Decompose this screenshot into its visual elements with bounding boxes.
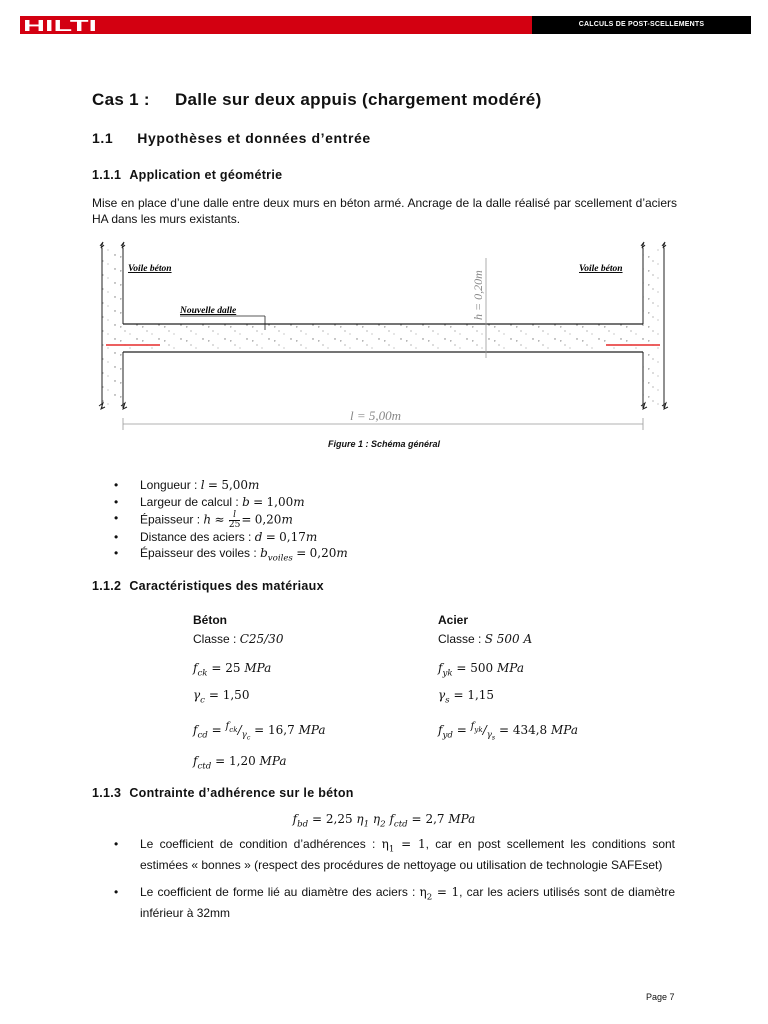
length-dimension	[123, 408, 643, 430]
eta1-expression: $\eta_1$ =	[381, 837, 418, 855]
list-item: • Épaisseur des voiles : $b_{voiles} = 0,20m$	[140, 546, 348, 563]
hilti-logo	[22, 17, 102, 33]
item-unit: m	[336, 546, 348, 560]
item-unit: m	[305, 530, 318, 544]
svg-text:HILTI: HILTI	[23, 18, 97, 33]
item-label: Longueur :	[140, 478, 201, 492]
section-1-1-1-heading	[92, 168, 282, 182]
item-label: Largeur de calcul :	[140, 495, 243, 509]
unit: MPa	[298, 723, 326, 737]
bond-stress-formula: $f_{bd} = 2,25$ $\eta_1$ $\eta_2$ $f_{ctd} = 2,7$ MPa	[292, 812, 476, 830]
right-wall-label: Voile béton	[579, 264, 623, 274]
fbd-value: 2,7	[425, 812, 445, 826]
steel-class	[438, 632, 532, 646]
figure-caption: Figure 1 : Schéma général	[327, 439, 441, 449]
item-value: 0,20	[254, 512, 282, 527]
list-item: • Distance des aciers : d = 0,17m	[140, 530, 317, 544]
unit: MPa	[497, 661, 524, 675]
fraction-denominator: 25	[228, 520, 241, 530]
fraction	[229, 511, 240, 530]
class-value: C25/30	[239, 632, 284, 646]
list-item	[140, 884, 675, 921]
class-label: Classe :	[438, 632, 485, 646]
section-number: 1.1.3	[92, 786, 122, 800]
item-text: Le coefficient de forme lié au diamètre des aciers :	[140, 885, 420, 899]
fraction-numerator: l	[229, 511, 240, 521]
section-1-1-3-heading	[92, 786, 354, 800]
item-unit: m	[281, 512, 293, 527]
case-title: Cas 1 : Dalle sur deux appuis (chargement modéré)	[92, 90, 542, 109]
item-text: Le coefficient de condition d’adhérences :	[140, 837, 382, 851]
section-number: 1.1	[92, 130, 114, 146]
math-subscript: voiles	[267, 553, 293, 564]
concrete-fcd: $f_{cd} = ^{f_{ck}}/_{\gamma_c} = 16,7$ MPa	[193, 721, 326, 743]
svg-text:h = 0,20m: h = 0,20m	[471, 270, 485, 320]
unit: MPa	[448, 812, 476, 826]
concrete-class	[193, 632, 283, 646]
list-item: • Largeur de calcul : b = 1,00m	[140, 495, 305, 509]
math-symbol: h	[203, 512, 212, 527]
section-title: Contrainte d’adhérence sur le béton	[129, 786, 354, 800]
item-label: Épaisseur :	[140, 512, 204, 527]
fbd-factor: 2,25	[325, 812, 353, 826]
item-value: 1,00	[266, 495, 294, 509]
unit: MPa	[259, 754, 287, 768]
section-title: Caractéristiques des matériaux	[129, 579, 324, 593]
steel-heading: Acier	[438, 613, 469, 627]
item-label: Distance des aciers :	[140, 530, 255, 544]
new-slab	[123, 324, 643, 352]
concrete-gamma: $\gamma_c = 1,50$	[193, 688, 250, 706]
eta1-value: 1	[417, 837, 426, 851]
class-label: Classe :	[193, 632, 240, 646]
item-unit: m	[293, 495, 305, 509]
list-item	[140, 836, 675, 873]
steel-fyd: $f_{yd} = ^{f_{yk}}/_{\gamma_s} = 434,8$ MPa	[438, 721, 578, 743]
geometry-list	[140, 478, 660, 568]
header-title: CALCULS DE POST-SCELLEMENTS	[578, 21, 705, 28]
concrete-fctd: $f_{ctd} = 1,20$ MPa	[193, 754, 287, 772]
list-item: • Longueur : l = 5,00m	[140, 478, 259, 492]
item-unit: m	[248, 478, 260, 492]
fctd-value: 1,20	[229, 754, 256, 768]
math-symbol: l	[200, 478, 205, 492]
section-title: Application et géométrie	[129, 168, 283, 182]
fck-value: 25	[225, 661, 241, 675]
item-text: , car en post scellement les conditions sont estimées « bonnes » (respect des procédures de nettoyage ou utilisation de technologie SAFEset)	[140, 837, 676, 873]
concrete-fck: $f_{ck} = 25$ MPa	[193, 661, 272, 679]
gamma-value: 1,15	[467, 688, 495, 702]
item-value: 5,00	[221, 478, 249, 492]
section-number: 1.1.2	[92, 579, 122, 593]
math-symbol: b	[242, 495, 250, 509]
right-wall	[641, 242, 668, 409]
section-number: 1.1.1	[92, 168, 122, 182]
item-value: 0,20	[309, 546, 337, 560]
item-value: 0,17	[279, 530, 306, 544]
left-wall-label: Voile béton	[128, 264, 172, 274]
eta2-value: 1	[451, 885, 460, 899]
gamma-value: 1,50	[222, 688, 250, 702]
section-title: Hypothèses et données d’entrée	[137, 130, 371, 146]
fyk-value: 500	[470, 661, 494, 675]
math-symbol: b	[260, 546, 268, 560]
fyd-value: 434,8	[512, 723, 548, 737]
steel-fyk: $f_{yk} = 500$ MPa	[438, 661, 524, 679]
page-number: Page 7	[646, 992, 675, 1002]
steel-gamma: $\gamma_s = 1,15$	[438, 688, 495, 706]
approx-sign: ≈	[214, 512, 225, 527]
section-1-1-heading	[92, 130, 371, 146]
slab-label: Nouvelle dalle	[180, 306, 237, 316]
fcd-value: 16,7	[268, 723, 295, 737]
svg-text:l = 5,00m: l = 5,00m	[350, 408, 402, 423]
section-1-1-2-heading	[92, 579, 324, 593]
geometry-paragraph: Mise en place d’une dalle entre deux murs en béton armé. Ancrage de la dalle réalisé par scellement d’aciers HA dans les murs existants.	[92, 196, 677, 226]
unit: MPa	[551, 723, 578, 737]
math-symbol: d	[254, 530, 263, 544]
item-label: Épaisseur des voiles :	[140, 546, 261, 560]
eta2-expression: $\eta_2$ =	[419, 885, 452, 903]
item-text: , car les aciers utilisés sont de diamètre inférieur à 32mm	[140, 885, 675, 921]
concrete-heading: Béton	[193, 613, 227, 627]
class-value: S 500 A	[484, 632, 533, 646]
slab-diagram	[90, 238, 680, 438]
list-item: • Épaisseur : h ≈ $\frac{l}{25}$ = 0,20m	[140, 511, 293, 530]
unit: MPa	[244, 661, 272, 675]
left-wall	[99, 242, 127, 409]
